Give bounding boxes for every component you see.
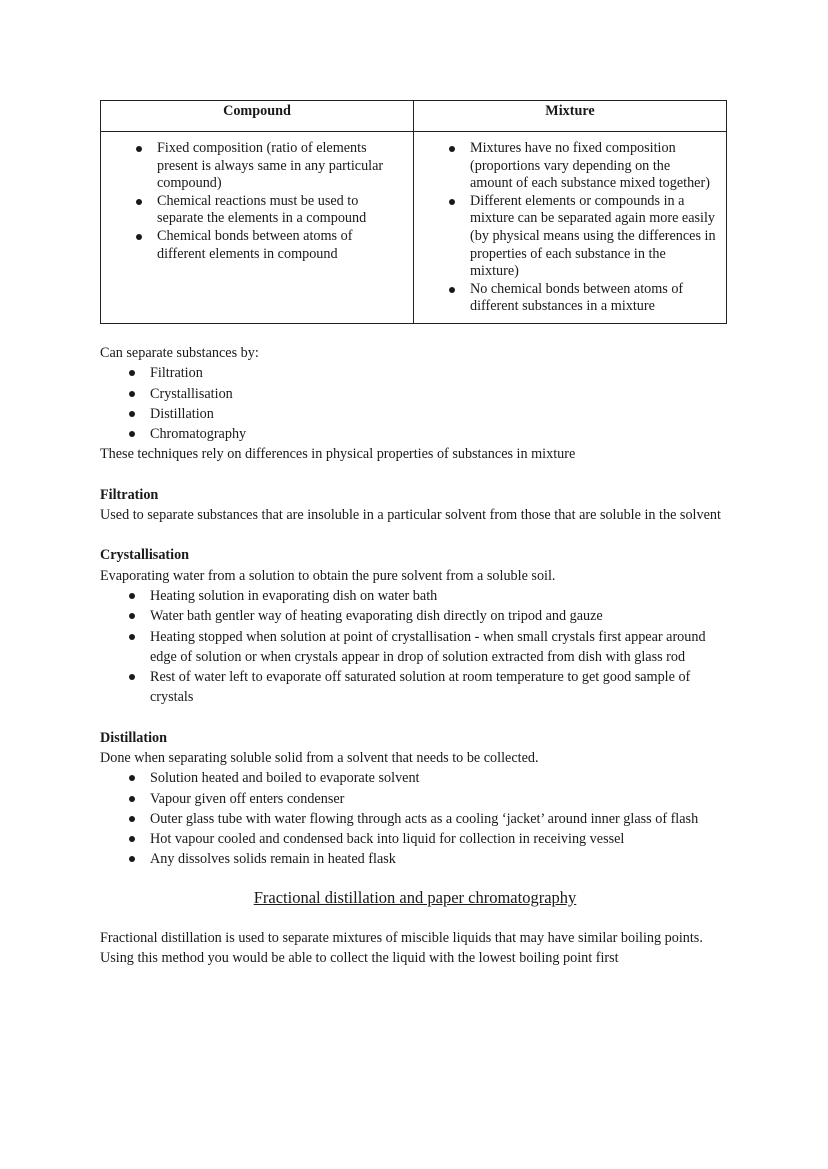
list-item: No chemical bonds between atoms of different substances in a mixture <box>470 281 716 316</box>
crystallisation-text: Evaporating water from a solution to obtain the pure solvent from a soluble soil. <box>100 567 556 584</box>
list-item: Crystallisation <box>150 384 730 404</box>
filtration-heading: Filtration <box>100 486 159 503</box>
crystallisation-list <box>150 586 730 708</box>
compound-cell <box>101 132 414 324</box>
separation-intro: Can separate substances by: <box>100 344 259 361</box>
separation-note: These techniques rely on differences in physical properties of substances in mixture <box>100 446 576 463</box>
list-item: Chemical reactions must be used to separate the elements in a compound <box>157 193 403 228</box>
list-item: Heating stopped when solution at point of crystallisation - when small crystals first appear around edge of solution or when crystals appear in drop of solution extracted from dish with glass rod <box>150 627 730 668</box>
compound-mixture-table <box>100 100 727 324</box>
distillation-list <box>150 768 730 869</box>
list-item: Chemical bonds between atoms of different elements in compound <box>157 228 403 263</box>
list-item: Outer glass tube with water flowing through acts as a cooling ‘jacket’ around inner glass of flash <box>150 809 730 829</box>
list-item: Any dissolves solids remain in heated flask <box>150 849 730 869</box>
list-item: Solution heated and boiled to evaporate solvent <box>150 768 730 788</box>
list-item: Heating solution in evaporating dish on water bath <box>150 586 730 606</box>
list-item: Different elements or compounds in a mixture can be separated again more easily (by physical means using the differences in properties of each substance in the mixture) <box>470 192 716 280</box>
filtration-text: Used to separate substances that are insoluble in a particular solvent from those that are soluble in the solvent <box>100 507 721 524</box>
list-item: Distillation <box>150 404 730 424</box>
fractional-text: Fractional distillation is used to separate mixtures of miscible liquids that may have similar boiling points. Using this method you would be able to collect the liquid with the lowest boiling point first <box>100 930 703 967</box>
list-item: Chromatography <box>150 424 730 444</box>
separation-methods-list <box>150 363 730 444</box>
list-item: Filtration <box>150 363 730 383</box>
list-item: Hot vapour cooled and condensed back into liquid for collection in receiving vessel <box>150 829 730 849</box>
list-item: Mixtures have no fixed composition (proportions vary depending on the amount of each substance mixed together) <box>470 140 716 193</box>
document-page <box>100 100 730 969</box>
table-body-row <box>101 132 727 324</box>
section-title: Fractional distillation and paper chromatography <box>253 887 577 907</box>
mixture-cell <box>414 132 727 324</box>
list-item: Fixed composition (ratio of elements present is always same in any particular compound) <box>157 140 403 193</box>
header-compound: Compound <box>101 101 414 132</box>
crystallisation-heading: Crystallisation <box>100 547 190 564</box>
compound-list <box>157 140 403 263</box>
distillation-text: Done when separating soluble solid from a solvent that needs to be collected. <box>100 749 539 766</box>
list-item: Rest of water left to evaporate off saturated solution at room temperature to get good sample of crystals <box>150 667 730 708</box>
distillation-heading: Distillation <box>100 729 168 746</box>
list-item: Vapour given off enters condenser <box>150 789 730 809</box>
mixture-list <box>470 140 716 316</box>
list-item: Water bath gentler way of heating evaporating dish directly on tripod and gauze <box>150 606 730 626</box>
table-header-row <box>101 101 727 132</box>
header-mixture: Mixture <box>414 101 727 132</box>
